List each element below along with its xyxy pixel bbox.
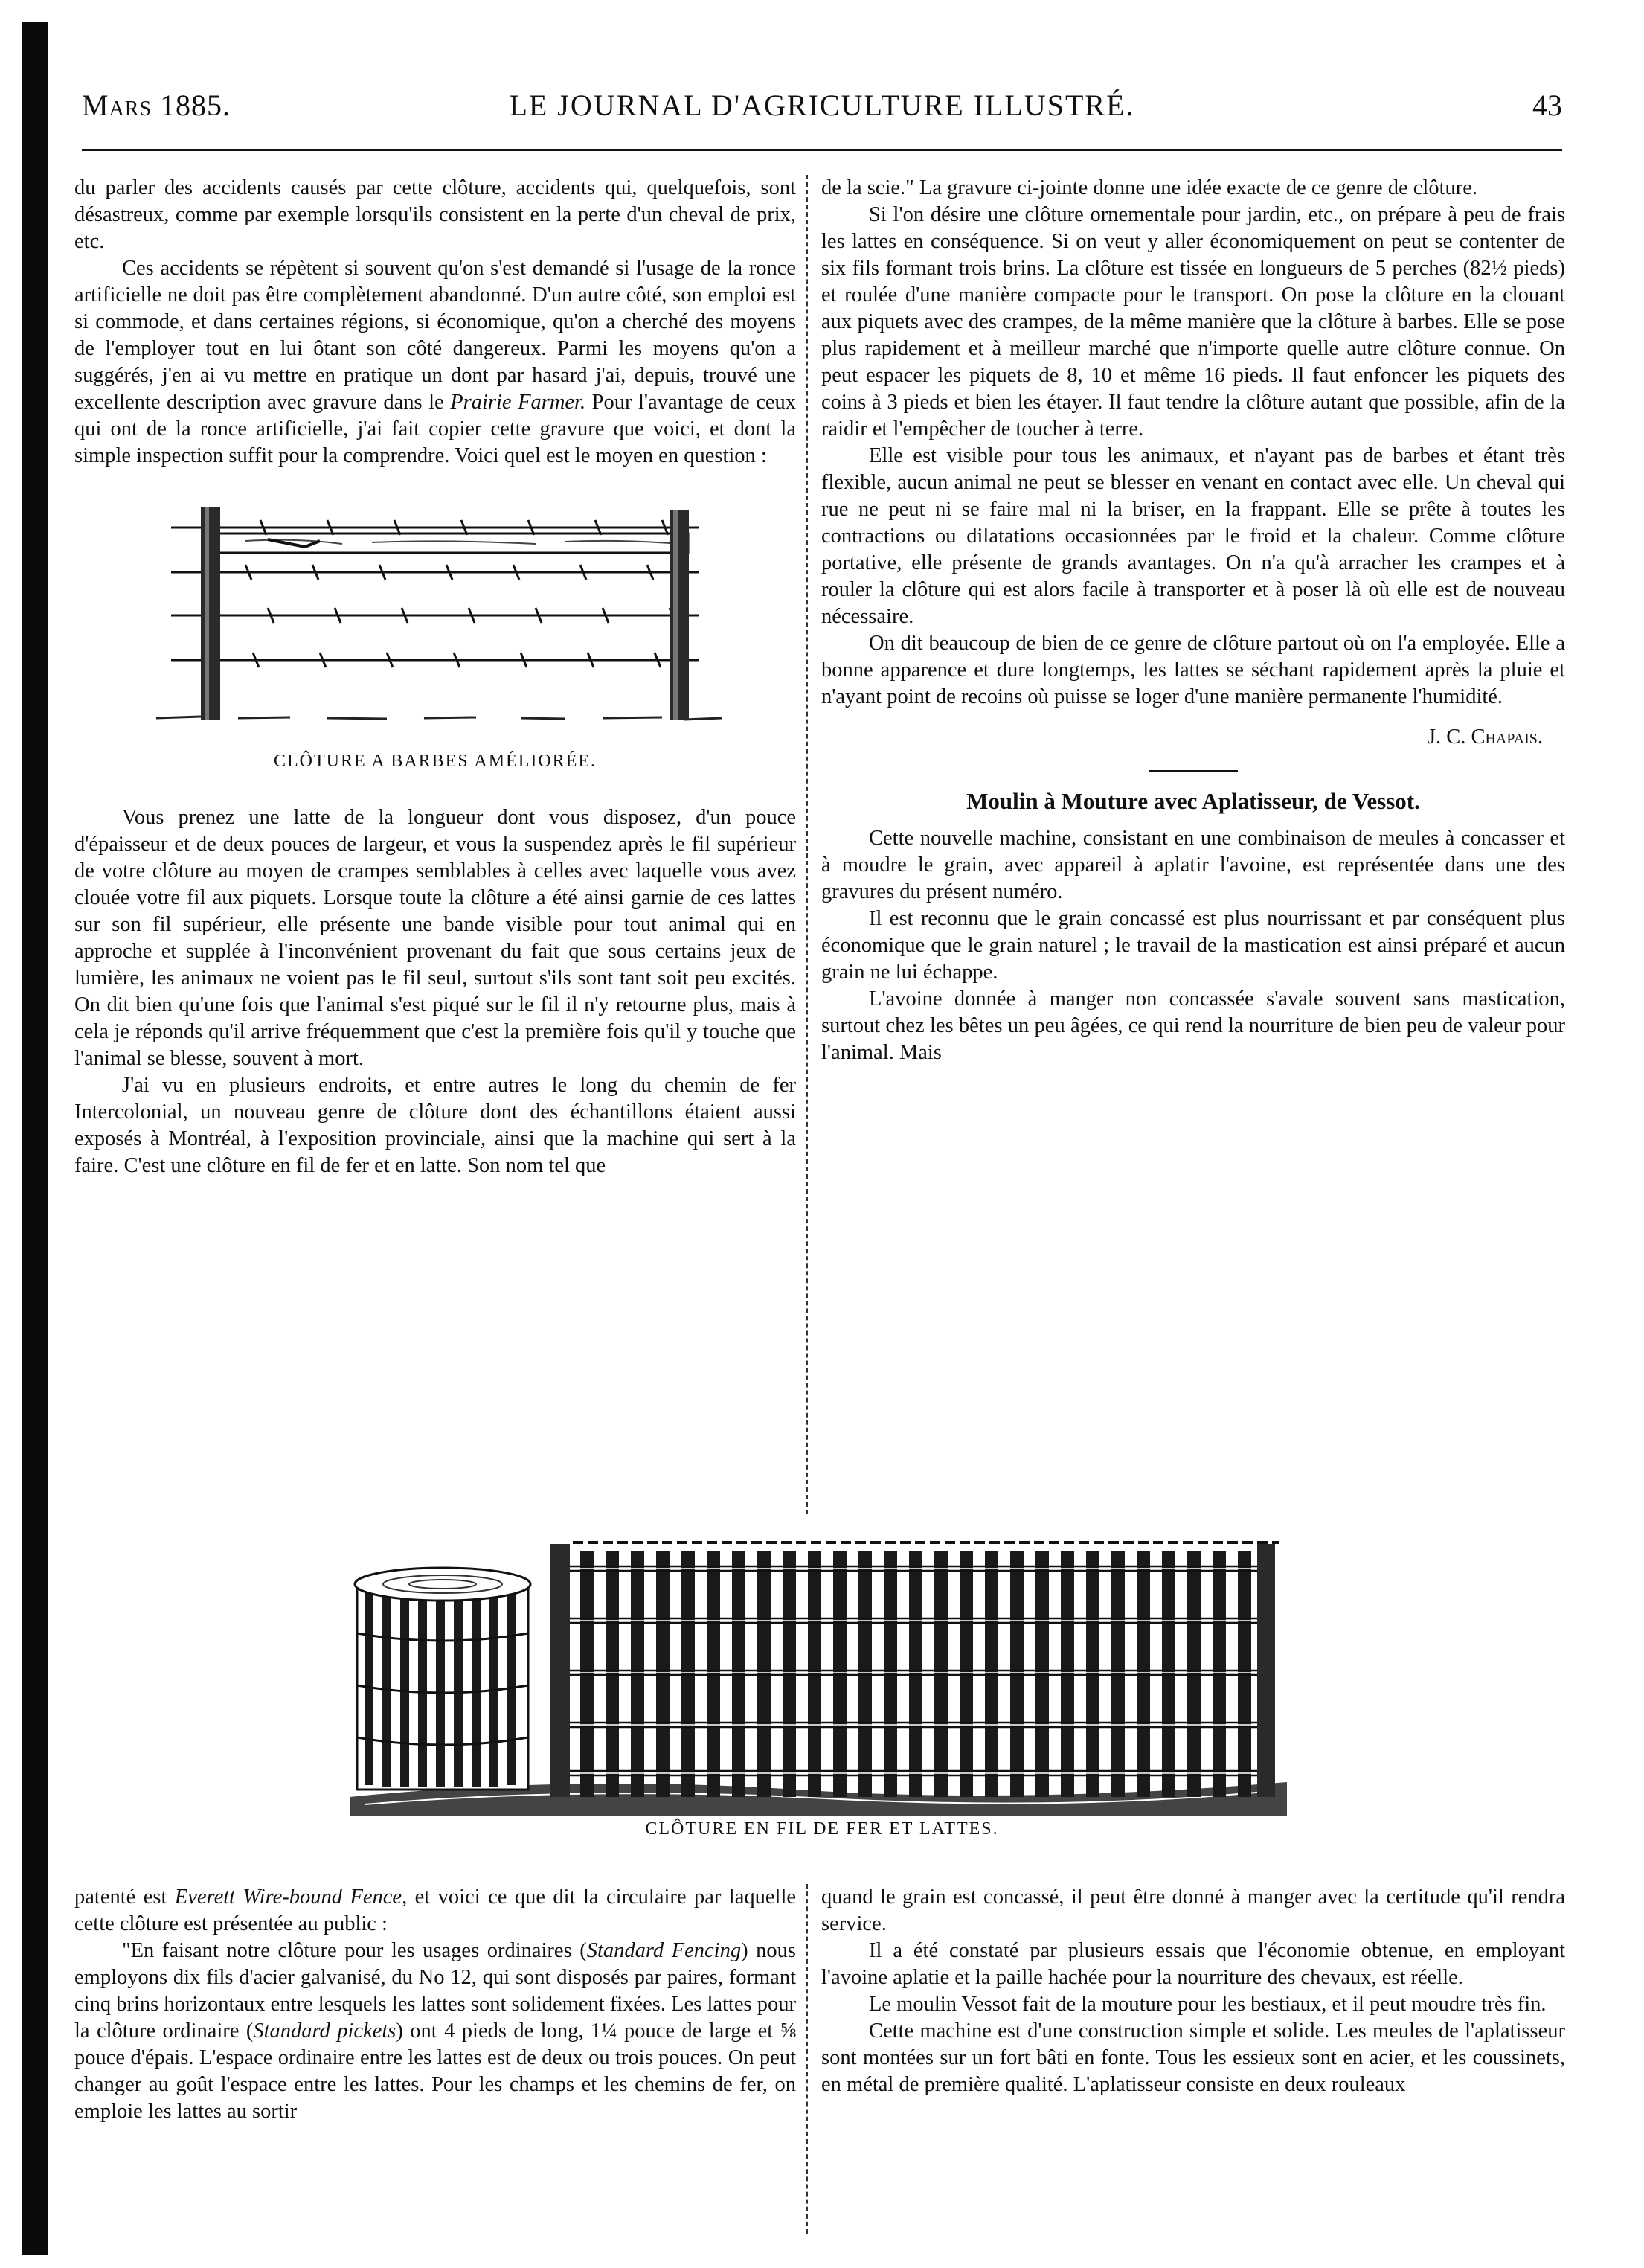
paragraph: Si l'on désire une clôture ornementale pour jardin, etc., on prépare à peu de frais les lattes en conséquence. Si on veut y aller économiquement on peut se contenter de six fils formant trois brins. La clôture est tissée en longueurs de 5 perches (82½ pieds) et roulée d'une manière compacte pour le transport. On pose la clôture en la clouant aux piquets avec des crampes, de la même manière que la clôture à barbes. Elle se pose plus rapidement et à meilleur marché que n'importe quelle autre clôture connue. On peut espacer les piquets de 8, 10 et même 16 pieds. Il faut enfoncer les piquets des coins à 3 pieds et bien les étayer. Il faut tendre la clôture autant que possible, afin de la raidir et l'empêcher de toucher à terre. [821, 203, 1565, 441]
paragraph: Elle est visible pour tous les animaux, et n'ayant pas de barbes et étant très flexible, aucun animal ne peut se blesser en venant en contact avec elle. Un cheval qui rue ne peut ni se faire mal ni la briser, en la frappant. Elle se prête à toutes les contractions ou dilatations occasionnées par le froid et la chaleur. Comme clôture portative, elle présente de grands avantages. On n'a qu'à arracher les crampes et à rouler la clôture qui est alors facile à transporter et à poser là où elle est de nouveau nécessaire. [821, 444, 1565, 628]
paragraph: du parler des accidents causés par cette clôture, accidents qui, quelquefois, sont désastreux, comme par exemple lorsqu'ils consistent en la perte d'un cheval de prix, etc. [74, 176, 796, 253]
section-separator [1149, 770, 1238, 772]
wire-lath-fence-illustration [350, 1522, 1294, 1819]
paragraph: Vous prenez une latte de la longueur dont vous disposez, d'un pouce d'épaisseur et de deux pouces de largeur, et vous la suspendez après le fil supérieur de votre clôture au moyen de crampes semblables à celles avec laquelle vous avez clouée votre fil aux piquets. Lorsque toute la clôture a été ainsi garnie de ces lattes sur son fil supérieur, elle présente une bande visible pour tout animal qui en approche et supplée à l'inconvénient provenant du fait que sous certains jeux de lumière, les animaux ne voient pas le fil seul, surtout s'ils sont tant soit peu excités. On dit bien qu'une fois que l'animal s'est piqué sur le fil il n'y retourne plus, mais à cela je réponds qu'il arrive fréquemment que c'est la première fois qu'il y touche que l'animal se blesse, souvent à mort. [74, 806, 796, 1070]
left-column-top [74, 175, 796, 1179]
paragraph: Ces accidents se répètent si souvent qu'on s'est demandé si l'usage de la ronce artificielle ne doit pas être complètement abandonné. D'un autre côté, son emploi est si commode, et dans certaines régions, si économique, qu'on a cherché des moyens de l'employer tout en lui ôtant son côté dangereux. Parmi les moyens qu'on a suggérés, j'en ai vu mettre en pratique un dont par hasard j'ai, depuis, trouvé une excellente description avec gravure dans le Prairie Farmer. Pour l'avantage de ceux qui ont de la ronce artificielle, j'ai fait copier cette gravure que voici, et dont la simple inspection suffit pour la comprendre. Voici quel est le moyen en question : [74, 257, 797, 467]
page-edge-bar [22, 22, 48, 2255]
right-column-bottom [821, 1884, 1565, 2098]
paragraph: quand le grain est concassé, il peut être donné à manger avec la certitude qu'il rendra service. [821, 1886, 1565, 1935]
header-date: Mars 1885. [82, 89, 231, 122]
paragraph: patenté est Everett Wire-bound Fence, et voici ce que dit la circulaire par laquelle cette clôture est présentée au public : [74, 1886, 797, 1935]
page-header [82, 88, 1562, 125]
italic-term: Standard pickets [253, 2019, 396, 2043]
paragraph: Cette machine est d'une construction simple et solide. Les meules de l'aplatisseur sont montées sur un fort bâti en fonte. Tous les essieux sont en acier, et les coussinets, en métal de première qualité. L'aplatisseur consiste en deux rouleaux [821, 2019, 1565, 2096]
italic-term: Standard Fencing [586, 1939, 742, 1962]
paragraph: Cette nouvelle machine, consistant en une combinaison de meules à concasser et à moudre le grain, avec appareil à aplatir l'avoine, est représentée dans une des gravures du présent numéro. [821, 827, 1565, 903]
header-page-number: 43 [1532, 89, 1562, 122]
figure-caption: CLÔTURE EN FIL DE FER ET LATTES. [645, 1819, 999, 1839]
left-column-bottom [74, 1884, 796, 2125]
author-signature: J. C. Chapais. [1427, 725, 1543, 749]
paragraph: Le moulin Vessot fait de la mouture pour les bestiaux, et il peut moudre très fin. [869, 1993, 1547, 2016]
italic-fence-name: Everett Wire-bound Fence, [174, 1886, 408, 1909]
paragraph: Il a été constaté par plusieurs essais que l'économie obtenue, en employant l'avoine aplatie et la paille hachée pour la nourriture des chevaux, est réelle. [821, 1939, 1565, 1989]
paragraph: de la scie." La gravure ci-jointe donne une idée exacte de ce genre de clôture. [821, 176, 1478, 199]
column-divider [806, 1884, 808, 2234]
paragraph: "En faisant notre clôture pour les usages ordinaires (Standard Fencing) nous employons dix fils d'acier galvanisé, du No 12, qui sont disposés par paires, formant cinq brins horizontaux entre lesquels les lattes sont solidement fixées. Les lattes pour la clôture ordinaire (Standard pickets) ont 4 pieds de long, 1¼ pouce de large et ⅝ pouce d'épais. L'espace ordinaire entre les lattes est de deux ou trois pouces. On peut changer au goût l'espace entre les lattes. Pour les champs et les chemins de fer, on emploie les lattes au sortir [74, 1939, 796, 2123]
paragraph: L'avoine donnée à manger non concassée s'avale souvent sans mastication, surtout chez les bêtes un peu âgées, ce qui rend la nourriture de bien peu de valeur pour l'animal. Mais [821, 987, 1565, 1064]
figure-barbed-fence [74, 495, 796, 771]
article-heading: Moulin à Mouture avec Aplatisseur, de Vessot. [966, 788, 1420, 814]
paragraph: On dit beaucoup de bien de ce genre de clôture partout où on l'a employée. Elle a bonne apparence et dure longtemps, les lattes se séchant rapidement après la pluie et n'ayant point de recoins où puisse se loger d'une manière permanente l'humidité. [821, 632, 1565, 708]
figure-wire-lath-fence [350, 1522, 1294, 1839]
paragraph: Il est reconnu que le grain concassé est plus nourrissant et par conséquent plus économique que le grain naturel ; le travail de la mastication est ainsi préparé et aucun grain ne lui échappe. [821, 907, 1565, 984]
header-title: LE JOURNAL D'AGRICULTURE ILLUSTRÉ. [509, 89, 1135, 122]
barbed-fence-illustration [74, 495, 796, 740]
right-column-top [821, 175, 1565, 1066]
figure-caption: CLÔTURE A BARBES AMÉLIORÉE. [273, 752, 597, 771]
header-rule [82, 149, 1562, 151]
italic-title: Prairie Farmer. [450, 391, 586, 414]
paragraph: J'ai vu en plusieurs endroits, et entre autres le long du chemin de fer Intercolonial, un nouveau genre de clôture dont des échantillons étaient aussi exposés à Montréal, à l'exposition provinciale, ainsi que la machine qui sert à la faire. C'est une clôture en fil de fer et en latte. Son nom tel que [74, 1074, 796, 1177]
column-divider [806, 175, 808, 1514]
